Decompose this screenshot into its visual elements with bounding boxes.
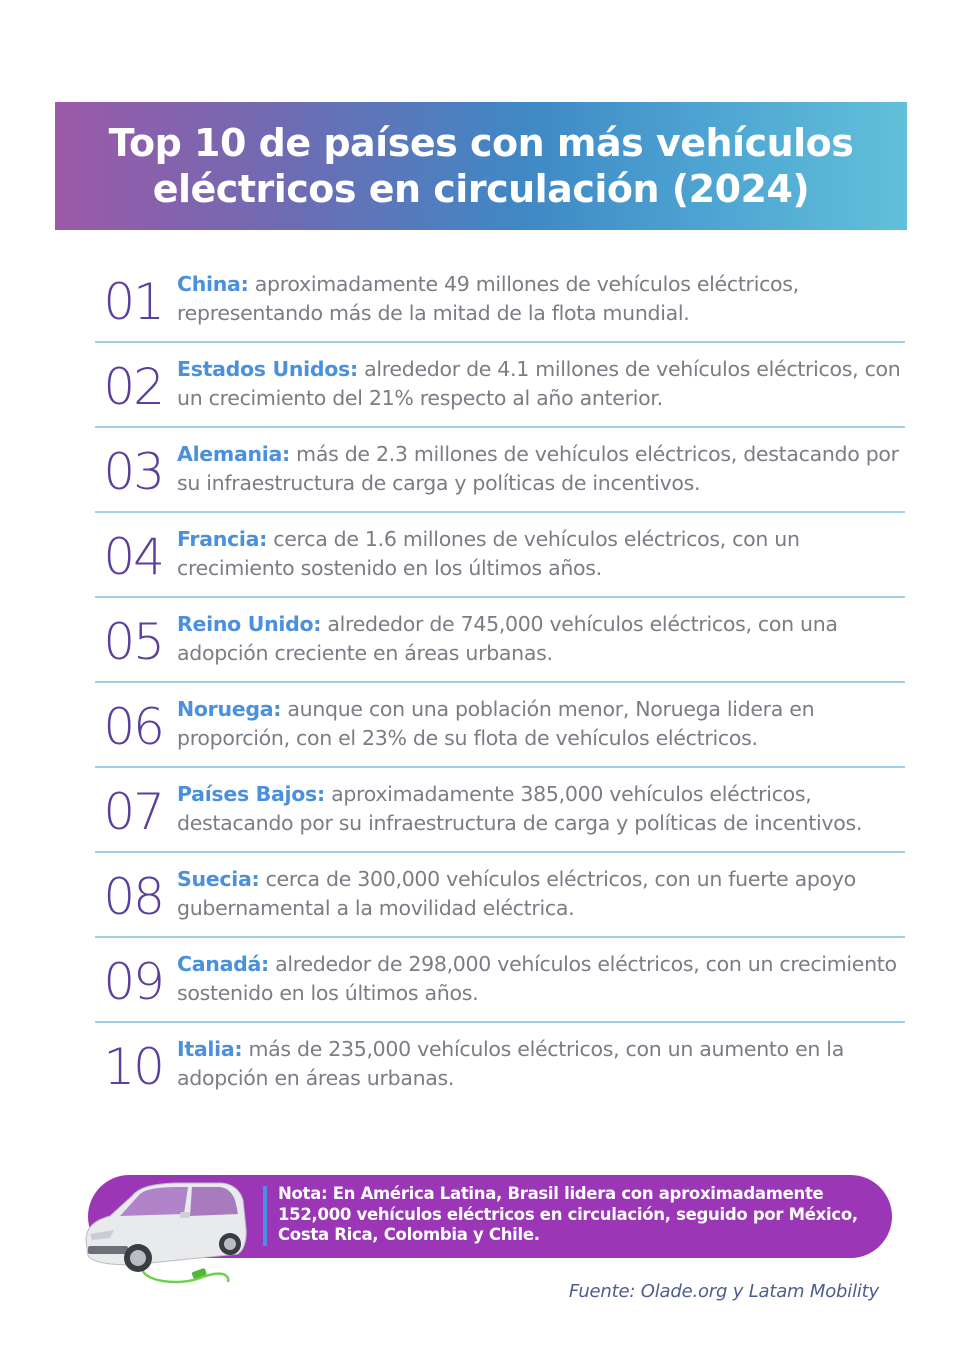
country-ranking-list [95,258,905,1106]
item-text [177,950,905,1007]
rank-number: 06 [103,698,163,756]
source-citation: Fuente: Olade.org y Latam Mobility [568,1281,879,1302]
rank-number: 02 [103,358,163,416]
item-text [177,355,905,412]
item-description: alrededor de 298,000 vehículos eléctricos, con un crecimiento sostenido en los últimos años. [177,952,897,1005]
item-text [177,865,905,922]
title-line-1: Top 10 de países con más vehículos [108,121,854,165]
item-description: cerca de 1.6 millones de vehículos eléctricos, con un crecimiento sostenido en los últimos años. [177,527,800,580]
rank-number: 08 [103,868,163,926]
country-name: Italia: [177,1037,243,1061]
list-item [95,683,905,768]
country-name: Estados Unidos: [177,357,358,381]
item-text [177,525,905,582]
item-description: más de 235,000 vehículos eléctricos, con un aumento en la adopción en áreas urbanas. [177,1037,844,1090]
list-item [95,768,905,853]
country-name: Francia: [177,527,268,551]
rank-number: 03 [103,443,163,501]
list-item [95,938,905,1023]
rank-number: 10 [103,1038,163,1096]
title-banner [55,102,907,230]
list-item [95,853,905,938]
item-text [177,780,905,837]
item-text [177,440,905,497]
item-text [177,1035,905,1092]
country-name: China: [177,272,249,296]
rank-number: 09 [103,953,163,1011]
country-name: Canadá: [177,952,269,976]
list-item [95,258,905,343]
list-item [95,1023,905,1106]
item-text [177,270,905,327]
note-accent-bar [263,1186,267,1246]
item-text [177,610,905,667]
list-item [95,513,905,598]
rank-number: 05 [103,613,163,671]
country-name: Alemania: [177,442,290,466]
item-description: alrededor de 745,000 vehículos eléctricos, con una adopción creciente en áreas urbanas. [177,612,838,665]
country-name: Países Bajos: [177,782,325,806]
item-description: aproximadamente 49 millones de vehículos eléctricos, representando más de la mitad de la flota mundial. [177,272,799,325]
item-description: aunque con una población menor, Noruega lidera en proporción, con el 23% de su flota de vehículos eléctricos. [177,697,815,750]
title-line-2: eléctricos en circulación (2024) [152,167,810,211]
item-text [177,695,905,752]
country-name: Noruega: [177,697,282,721]
note-text: Nota: En América Latina, Brasil lidera con aproximadamente 152,000 vehículos eléctricos en circulación, seguido por México, Costa Rica, Colombia y Chile. [278,1184,858,1244]
electric-car-icon [80,1178,250,1288]
country-name: Suecia: [177,867,260,891]
list-item [95,598,905,683]
list-item [95,343,905,428]
page-title [109,120,854,212]
item-description: aproximadamente 385,000 vehículos eléctricos, destacando por su infraestructura de carga y políticas de incentivos. [177,782,863,835]
item-description: cerca de 300,000 vehículos eléctricos, con un fuerte apoyo gubernamental a la movilidad eléctrica. [177,867,856,920]
rank-number: 01 [103,273,163,331]
list-item [95,428,905,513]
item-description: más de 2.3 millones de vehículos eléctricos, destacando por su infraestructura de carga y políticas de incentivos. [177,442,899,495]
item-description: alrededor de 4.1 millones de vehículos eléctricos, con un crecimiento del 21% respecto al año anterior. [177,357,901,410]
rank-number: 04 [103,528,163,586]
country-name: Reino Unido: [177,612,322,636]
rank-number: 07 [103,783,163,841]
